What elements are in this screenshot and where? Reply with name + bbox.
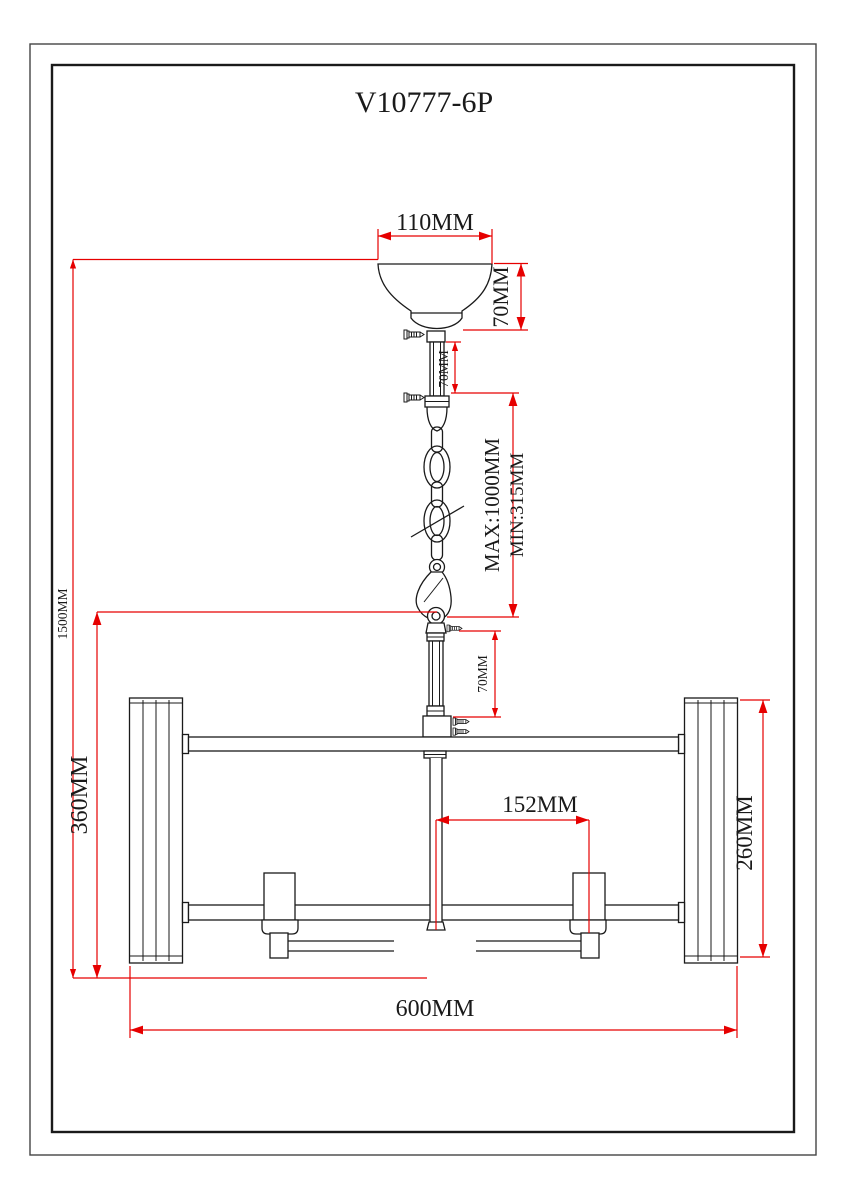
lower-pipe — [423, 623, 451, 737]
right-lamp-base — [581, 933, 599, 958]
bar-tab — [183, 903, 189, 923]
lamp-arms — [288, 941, 582, 951]
fixture-outline — [130, 264, 738, 963]
dim-label: 1500MM — [55, 588, 70, 640]
right-lamp-holder — [570, 873, 606, 934]
left-shade — [130, 698, 183, 963]
dim-label: 260MM — [732, 795, 757, 871]
frame-connector-block — [423, 716, 451, 737]
upper-frame-bar — [189, 737, 679, 751]
dim-canopy-width — [378, 210, 492, 264]
right-shade — [685, 698, 738, 963]
suspension-chain — [411, 407, 464, 625]
dim-label: 110MM — [396, 210, 474, 236]
dim-label: 152MM — [502, 792, 578, 817]
dim-total-height — [55, 260, 378, 979]
dim-chain-length — [447, 393, 528, 617]
screw-icon — [453, 718, 469, 725]
hanger-loop — [428, 608, 445, 625]
dim-label: 70MM — [475, 655, 490, 693]
screw-icon — [404, 393, 424, 402]
bar-tab — [679, 903, 685, 923]
dim-label: 70MM — [436, 350, 451, 388]
dim-total-width — [130, 966, 737, 1038]
left-lamp-holder — [262, 873, 298, 934]
dim-label: MAX:1000MM — [480, 437, 504, 573]
dim-upper-pipe — [436, 342, 519, 393]
left-lamp-base — [270, 933, 288, 958]
dim-lower-pipe — [453, 631, 501, 717]
dim-body-height — [67, 612, 437, 978]
canopy-neck — [427, 331, 445, 342]
bar-tab — [183, 735, 189, 754]
chain-break-mark — [411, 506, 464, 537]
center-column — [424, 751, 446, 930]
dim-label: 70MM — [488, 266, 513, 328]
screw-icon — [453, 728, 469, 735]
screw-icon — [404, 330, 424, 339]
bar-tab — [679, 735, 685, 754]
dim-canopy-height — [463, 264, 528, 331]
model-number-title: V10777-6P — [354, 86, 494, 119]
dim-label: 360MM — [67, 755, 93, 835]
dim-label: 600MM — [395, 996, 475, 1022]
dim-label: MIN:315MM — [507, 452, 528, 558]
